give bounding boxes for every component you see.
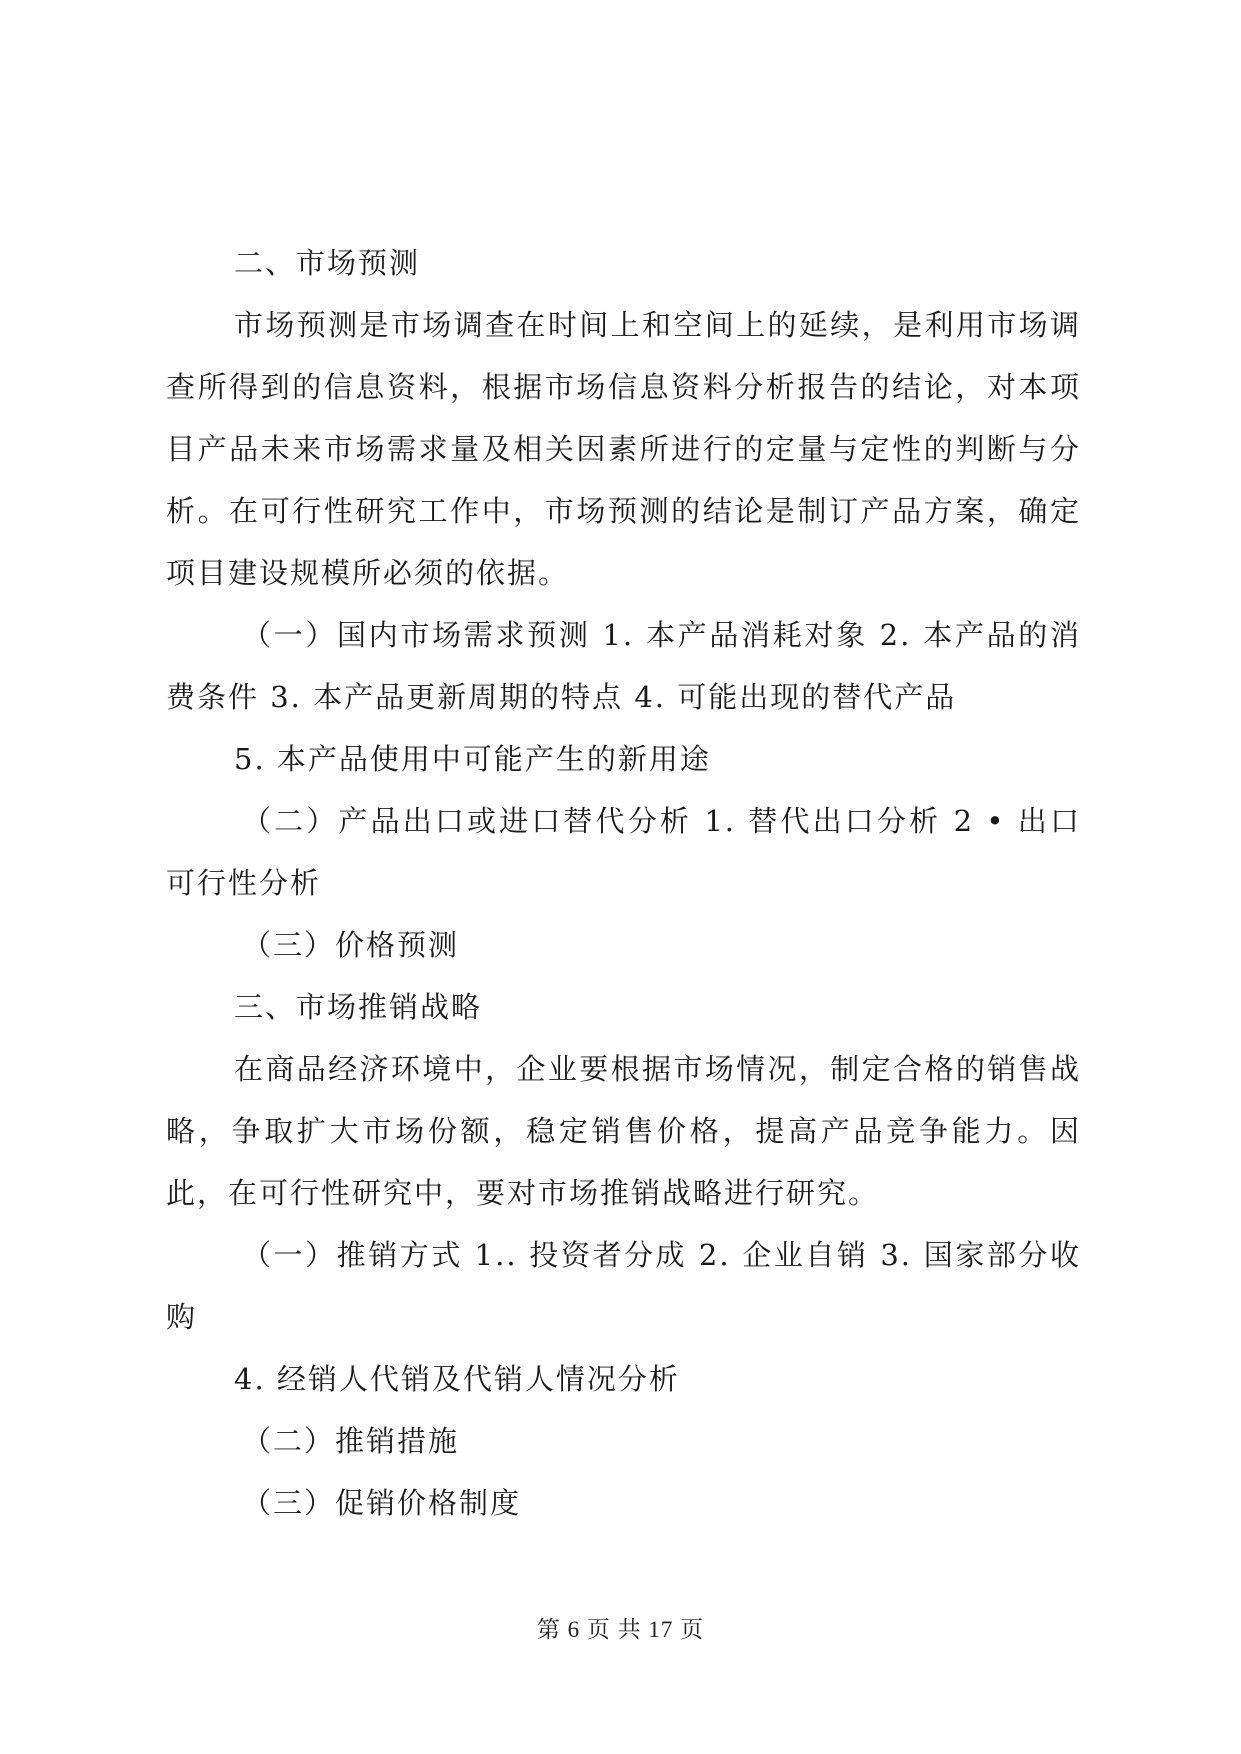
paragraph-sales-methods: （一）推销方式 1.. 投资者分成 2. 企业自销 3. 国家部分收购 [166,1238,1081,1334]
document-body [166,232,1081,1534]
paragraph-new-uses: 5. 本产品使用中可能产生的新用途 [234,742,711,776]
paragraph-distributor-analysis: 4. 经销人代销及代销人情况分析 [234,1362,680,1396]
paragraph-domestic-demand: （一）国内市场需求预测 1. 本产品消耗对象 2. 本产品的消费条件 3. 本产品更新周期的特点 4. 可能出现的替代产品 [166,618,1081,714]
paragraph-sales-measures: （二）推销措施 [242,1424,460,1458]
section-heading-marketing-strategy: 三、市场推销战略 [234,990,483,1024]
paragraph-export-substitution: （二）产品出口或进口替代分析 1. 替代出口分析 2 • 出口可行性分析 [166,804,1081,900]
paragraph-promotion-pricing: （三）促销价格制度 [242,1486,522,1520]
paragraph-marketing-strategy-intro: 在商品经济环境中，企业要根据市场情况，制定合格的销售战略，争取扩大市场份额，稳定销售价格，提高产品竞争能力。因此，在可行性研究中，要对市场推销战略进行研究。 [166,1052,1081,1210]
paragraph-price-forecast: （三）价格预测 [242,928,460,962]
page-number-footer: 第 6 页 共 17 页 [536,1617,705,1642]
section-heading-market-forecast: 二、市场预测 [234,246,421,280]
paragraph-market-forecast-intro: 市场预测是市场调查在时间上和空间上的延续，是利用市场调查所得到的信息资料，根据市场信息资料分析报告的结论，对本项目产品未来市场需求量及相关因素所进行的定量与定性的判断与分析。在可行性研究工作中，市场预测的结论是制订产品方案，确定项目建设规模所必须的依据。 [166,308,1081,590]
